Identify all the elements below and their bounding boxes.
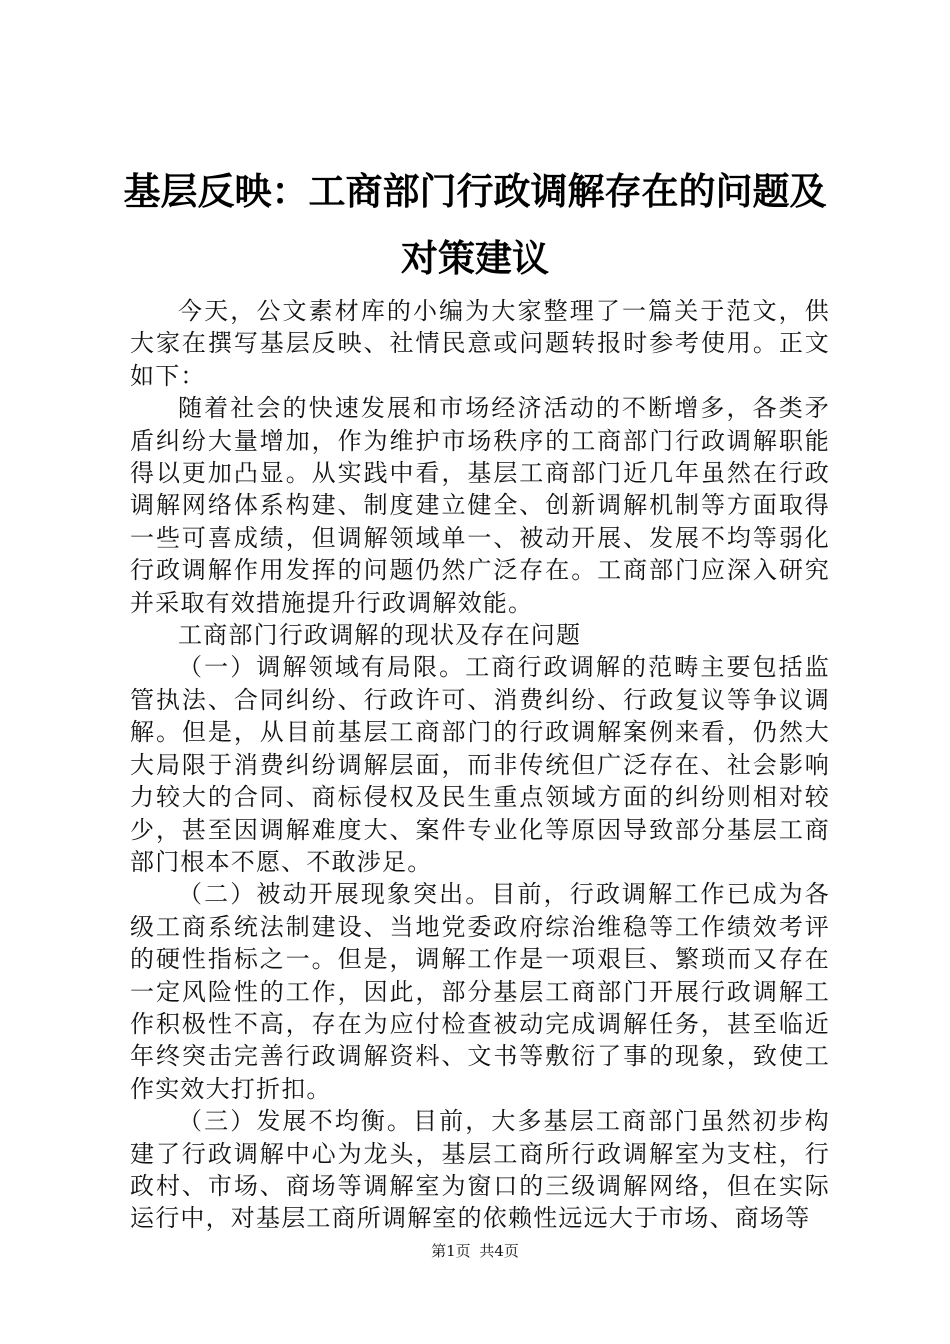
document-title: 基层反映：工商部门行政调解存在的问题及对策建议 xyxy=(123,169,827,280)
document-body xyxy=(130,295,830,1235)
page-total: 共4页 xyxy=(479,1242,519,1260)
background-paragraph: 随着社会的快速发展和市场经济活动的不断增多，各类矛盾纠纷大量增加，作为维护市场秩序的工商部门行政调解职能得以更加凸显。从实践中看，基层工商部门近几年虽然在行政调解网络体系构建、制度建立健全、创新调解机制等方面取得一些可喜成绩，但调解领域单一、被动开展、发展不均等弱化行政调解作用发挥的问题仍然广泛存在。工商部门应深入研究并采取有效措施提升行政调解效能。 xyxy=(130,394,830,617)
section-heading: 工商部门行政调解的现状及存在问题 xyxy=(178,621,582,650)
issue-paragraph-1: （一）调解领域有局限。工商行政调解的范畴主要包括监管执法、合同纠纷、行政许可、消费纠纷、行政复议等争议调解。但是，从目前基层工商部门的行政调解案例来看，仍然大大局限于消费纠纷调解层面，而非传统但广泛存在、社会影响力较大的合同、商标侵权及民生重点领域方面的纠纷则相对较少，甚至因调解难度大、案件专业化等原因导致部分基层工商部门根本不愿、不敢涉足。 xyxy=(130,653,830,876)
issue-paragraph-2: （二）被动开展现象突出。目前，行政调解工作已成为各级工商系统法制建设、当地党委政府综治维稳等工作绩效考评的硬性指标之一。但是，调解工作是一项艰巨、繁琐而又存在一定风险性的工作，因此，部分基层工商部门开展行政调解工作积极性不高，存在为应付检查被动完成调解任务，甚至临近年终突击完善行政调解资料、文书等敷衍了事的现象，致使工作实效大打折扣。 xyxy=(130,880,830,1103)
page-number: 第1页 xyxy=(431,1242,471,1260)
page-footer xyxy=(0,1240,950,1261)
issue-paragraph-3: （三）发展不均衡。目前，大多基层工商部门虽然初步构建了行政调解中心为龙头，基层工商所行政调解室为支柱，行政村、市场、商场等调解室为窗口的三级调解网络，但在实际运行中，对基层工商所调解室的依赖性远远大于市场、商场等 xyxy=(130,1107,830,1233)
intro-paragraph: 今天，公文素材库的小编为大家整理了一篇关于范文，供大家在撰写基层反映、社情民意或问题转报时参考使用。正文如下： xyxy=(130,297,830,390)
